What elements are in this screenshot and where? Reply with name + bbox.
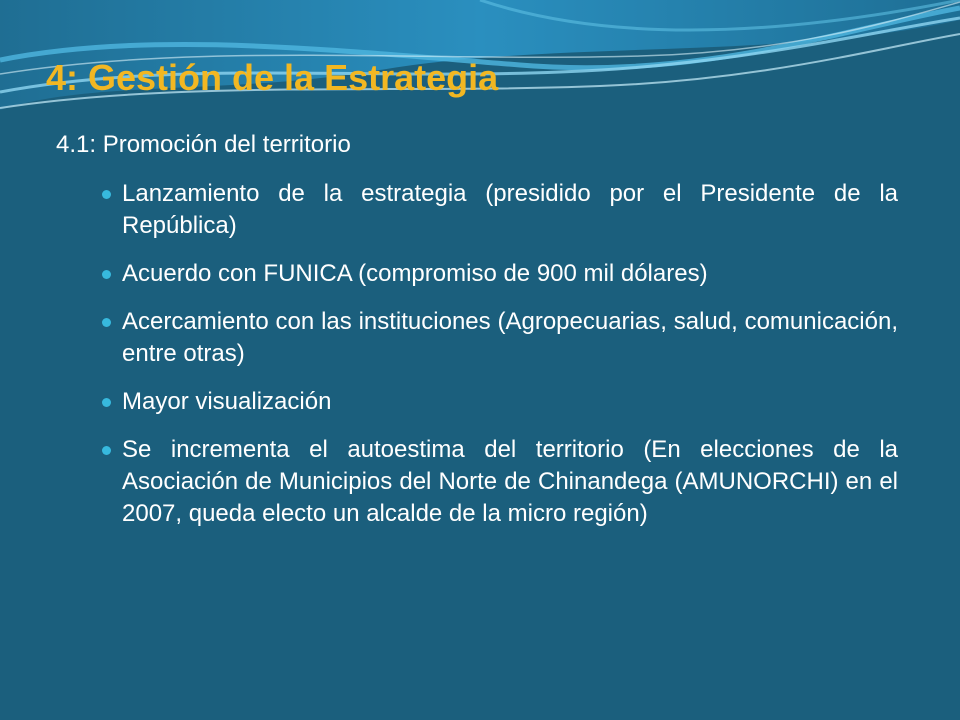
bullet-dot-icon — [102, 318, 111, 327]
bullet-text: Lanzamiento de la estrategia (presidido por el Presidente de la República) — [122, 180, 898, 239]
list-item — [96, 434, 898, 530]
list-item — [96, 258, 898, 290]
bullet-text: Acercamiento con las instituciones (Agropecuarias, salud, comunicación, entre otras) — [122, 308, 898, 367]
list-item — [96, 386, 898, 418]
list-item — [96, 178, 898, 242]
bullet-dot-icon — [102, 446, 111, 455]
bullet-dot-icon — [102, 398, 111, 407]
bullet-dot-icon — [102, 270, 111, 279]
bullet-text: Mayor visualización — [122, 388, 332, 415]
list-item — [96, 306, 898, 370]
bullet-list — [96, 178, 898, 546]
bullet-text: Se incrementa el autoestima del territorio (En elecciones de la Asociación de Municipios del Norte de Chinandega (AMUNORCHI) en el 2007, queda electo un alcalde de la micro región) — [122, 436, 898, 527]
bullet-dot-icon — [102, 190, 111, 199]
slide-title: 4: Gestión de la Estrategia — [46, 57, 499, 98]
bullet-text: Acuerdo con FUNICA (compromiso de 900 mil dólares) — [122, 260, 708, 287]
section-subheading: 4.1: Promoción del territorio — [56, 131, 351, 158]
